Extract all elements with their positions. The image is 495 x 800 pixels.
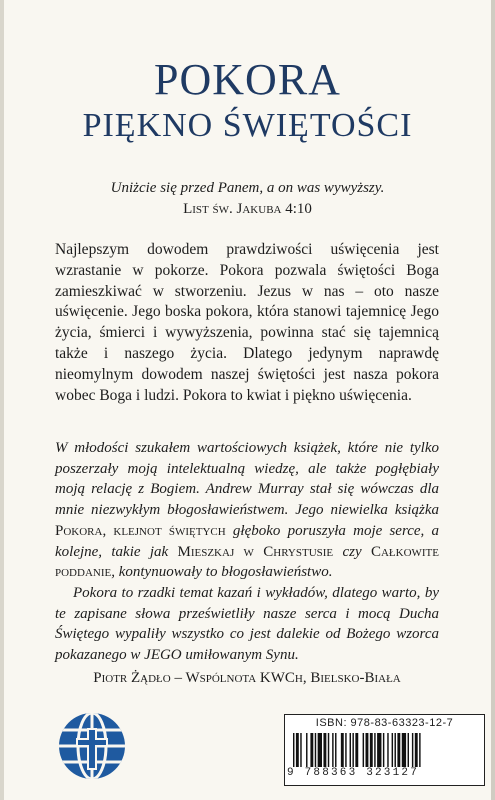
barcode-bar [332, 733, 333, 767]
barcode-bar [315, 733, 316, 767]
barcode-bar [341, 733, 344, 767]
barcode-bar [383, 733, 384, 767]
book-title-reference: Mieszkaj w Chrystusie [177, 543, 334, 560]
blurb-paragraph: Najlepszym dowodem prawdziwości uświęcenia jest wzrastanie w pokorze. Pokora pozwala świętości Boga zamieszkiwać w stworzeniu. Jezus w nas – oto nasze uświęcenie. Jego boska pokora, która stanowi tajemnicę Jego życia, śmierci i wywyższenia, powinna stać się tajemnicą także i naszego życia. Dlatego jedynym naprawdę nieomylnym dowodem naszej świętości jest nasza pokora wobec Boga i ludzi. Pokora to kwiat i piękno uświęcenia. [55, 241, 439, 404]
barcode-bar [345, 733, 346, 767]
barcode-bar [335, 733, 336, 767]
barcode-bar [374, 733, 375, 767]
barcode-bar [397, 733, 400, 767]
barcode-bar [402, 733, 406, 767]
motto-reference: List św. Jakuba 4:10 [183, 201, 312, 217]
barcode-bar [296, 733, 299, 767]
blurb [55, 240, 439, 406]
book-title-reference: Całkowite poddanie [55, 543, 439, 581]
book-subtitle: PIĘKNO ŚWIĘTOŚCI [82, 107, 413, 144]
barcode-bar [352, 733, 353, 767]
testimony-paragraph-1 [55, 438, 439, 583]
barcode-bar [392, 733, 393, 767]
isbn-label: ISBN: 978-83-63323-12-7 [315, 717, 454, 729]
barcode-bar [395, 733, 396, 767]
testimony-text: głęboko poruszyła moje serce, a kolejne, takie jak [55, 522, 439, 560]
barcode-bar [366, 733, 369, 767]
barcode-bar [415, 733, 418, 767]
barcode-bar [328, 733, 329, 767]
barcode-bars [293, 733, 475, 767]
globe-cross-icon [56, 710, 128, 782]
barcode-bar [350, 733, 351, 767]
book-title-reference: Pokora, klejnot świętych [55, 522, 226, 539]
testimony-text: , kontynuowały to błogosławieństwo. [111, 564, 333, 581]
testimony [55, 438, 439, 688]
testimony-signature: Piotr Żądło – Wspólnota KWCh, Bielsko-Biała [93, 669, 401, 686]
barcode-bar [355, 733, 358, 767]
barcode-bar [387, 733, 388, 767]
barcode-bar [412, 733, 413, 767]
barcode-bar [408, 733, 409, 767]
barcode-bar [318, 733, 322, 767]
testimony-paragraph-2: Pokora to rzadki temat kazań i wykładów, dlatego warto, by te zapisane słowa prześwietliły nasze serca i mocą Ducha Świętego wypaliły wszystko co jest dalekie od Bożego wzorca pokazanego w JEGO umiłowanym Synu. [55, 584, 439, 664]
barcode-bar [310, 733, 313, 767]
testimony-text: W młodości szukałem wartościowych książek, które nie tylko poszerzały moją intelektualną wiedzę, ale także pogłębiały moją relację z Bogiem. Andrew Murray stał się wówczas dla mnie niezwykłym błogosławieństwem. Jego niewielka książka [55, 440, 439, 519]
testimony-text: czy [333, 543, 371, 560]
barcode-bar [419, 733, 420, 767]
barcode-bar [306, 733, 307, 767]
barcode-bar [370, 733, 373, 767]
barcode-digits: 9 788363 323127 [287, 767, 420, 779]
motto [0, 178, 495, 220]
barcode-bar [300, 733, 301, 767]
barcode-bar [363, 733, 364, 767]
book-title: POKORA [154, 55, 341, 104]
barcode [284, 714, 485, 786]
barcode-bar [377, 733, 381, 767]
barcode-bar [293, 733, 294, 767]
motto-quote: Uniżcie się przed Panem, a on was wywyższy. [110, 180, 385, 196]
barcode-bar [323, 733, 326, 767]
